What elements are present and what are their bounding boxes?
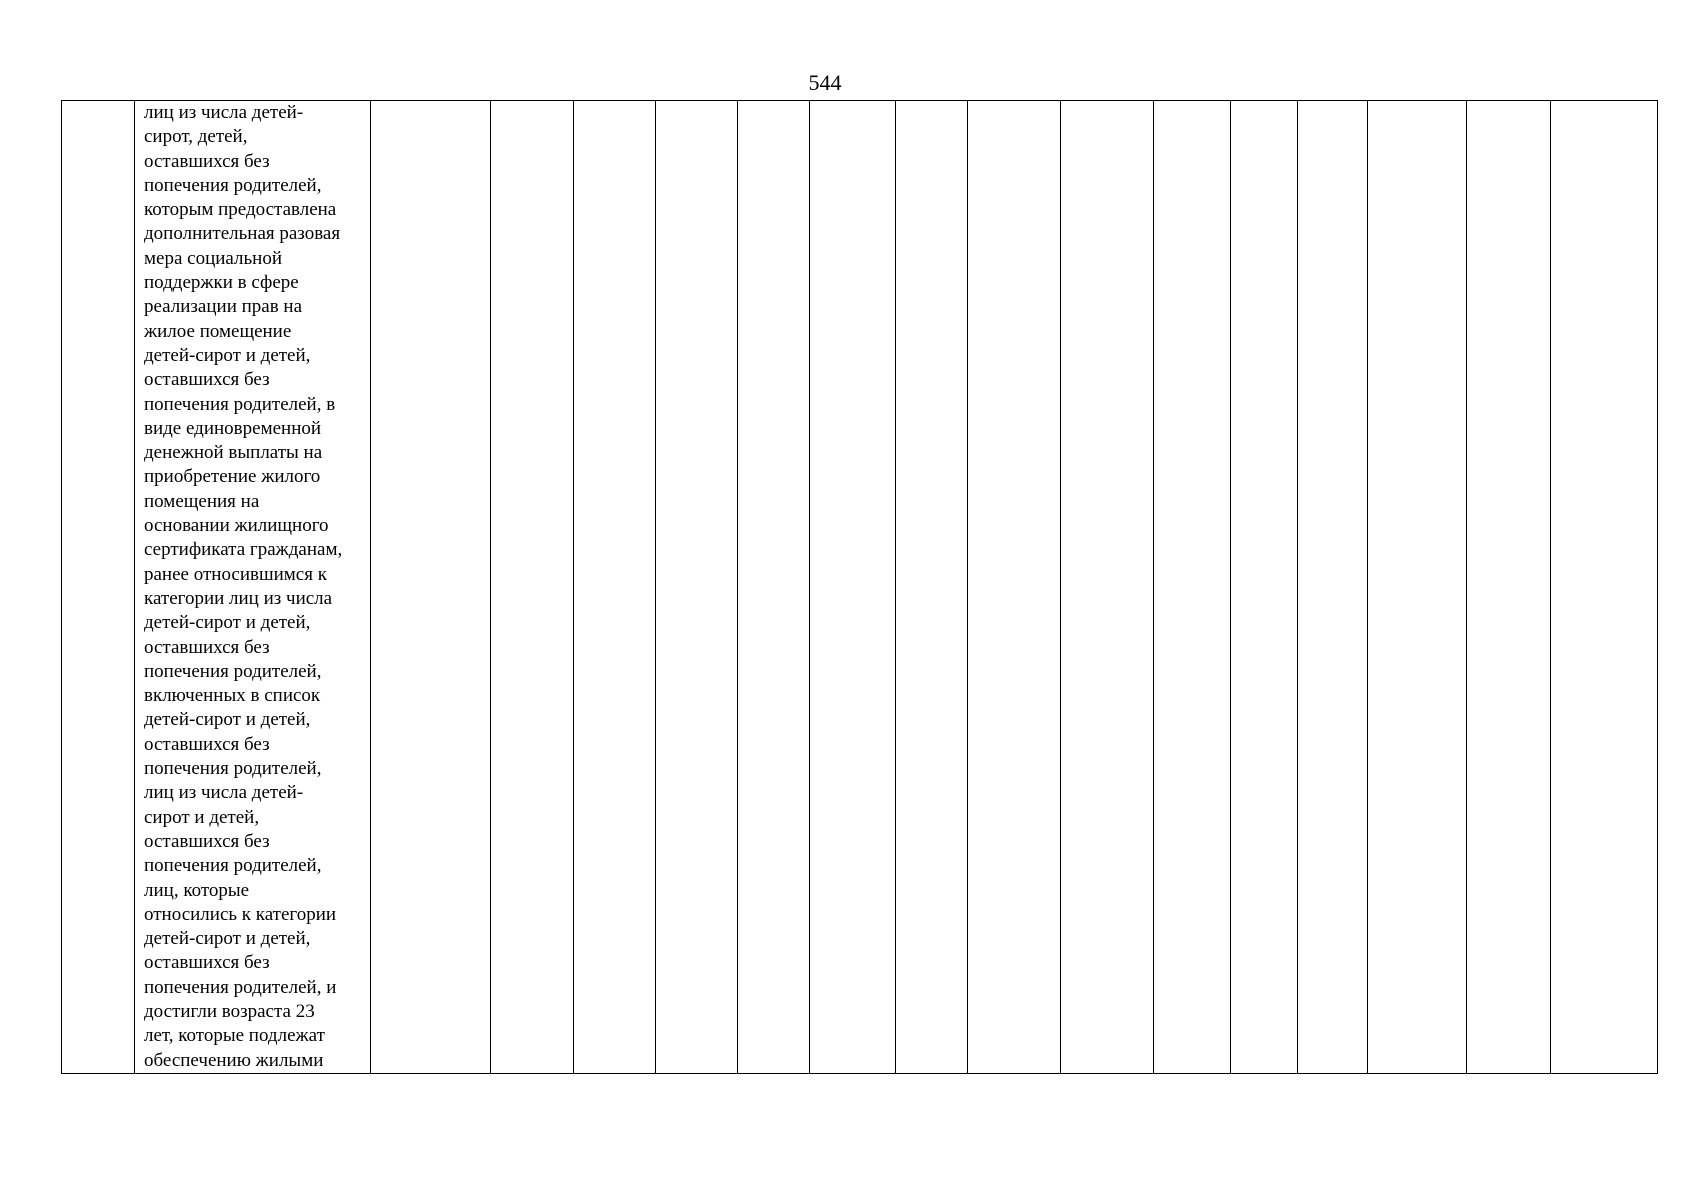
description-line: поддержки в сфере: [144, 272, 299, 294]
row-number-cell: [62, 101, 135, 1074]
description-line: мера социальной: [144, 247, 282, 269]
description-line: оставшихся без: [144, 636, 270, 658]
description-line: включенных в список: [144, 685, 321, 707]
description-line: виде единовременной: [144, 417, 322, 439]
description-line: попечения родителей,: [144, 758, 322, 780]
value-cell: [371, 101, 491, 1074]
description-line: детей-сирот и детей,: [144, 709, 311, 731]
value-cell: [896, 101, 968, 1074]
description-line: оставшихся без: [144, 369, 270, 391]
description-text: [135, 101, 370, 1073]
value-cell: [968, 101, 1061, 1074]
description-line: дополнительная разовая: [144, 223, 341, 245]
description-line: денежной выплаты на: [144, 442, 323, 464]
description-line: относились к категории: [144, 903, 337, 925]
value-cell: [738, 101, 810, 1074]
value-cell: [491, 101, 574, 1074]
description-line: основании жилищного: [144, 515, 329, 537]
description-line: помещения на: [144, 490, 260, 512]
description-line: лиц из числа детей-: [144, 782, 304, 804]
value-cell: [1298, 101, 1368, 1074]
description-line: категории лиц из числа: [144, 587, 333, 609]
description-line: лиц из числа детей-: [144, 102, 304, 123]
description-line: оставшихся без: [144, 952, 270, 974]
description-line: достигли возраста 23: [144, 1000, 315, 1022]
description-line: попечения родителей,: [144, 855, 322, 877]
value-cell: [1467, 101, 1551, 1074]
value-cell: [656, 101, 738, 1074]
description-line: лет, которые подлежат: [144, 1025, 325, 1047]
description-line: попечения родителей, и: [144, 976, 337, 998]
description-line: детей-сирот и детей,: [144, 344, 311, 366]
value-cell: [1061, 101, 1154, 1074]
value-cell: [1231, 101, 1298, 1074]
description-line: которым предоставлена: [144, 199, 337, 221]
description-line: детей-сирот и детей,: [144, 612, 311, 634]
description-line: лиц, которые: [144, 879, 250, 901]
description-line: попечения родителей,: [144, 174, 322, 196]
description-line: жилое помещение: [144, 320, 292, 342]
value-cell: [810, 101, 896, 1074]
value-cell: [1154, 101, 1231, 1074]
table-row: [62, 101, 1658, 1074]
description-line: оставшихся без: [144, 830, 270, 852]
value-cell: [1368, 101, 1467, 1074]
description-line: приобретение жилого: [144, 466, 321, 488]
description-line: сертификата гражданам,: [144, 539, 343, 561]
description-line: обеспечению жилыми: [144, 1049, 324, 1071]
value-cell: [574, 101, 656, 1074]
description-line: попечения родителей, в: [144, 393, 336, 415]
description-line: оставшихся без: [144, 150, 270, 172]
description-line: сирот и детей,: [144, 806, 260, 828]
description-line: реализации прав на: [144, 296, 303, 318]
description-line: оставшихся без: [144, 733, 270, 755]
description-line: ранее относившимся к: [144, 563, 327, 585]
document-table: [61, 100, 1658, 1074]
description-cell: [135, 101, 371, 1074]
value-cell: [1551, 101, 1658, 1074]
description-line: попечения родителей,: [144, 660, 322, 682]
description-line: детей-сирот и детей,: [144, 928, 311, 950]
description-line: сирот, детей,: [144, 126, 248, 148]
page-number: 544: [808, 70, 842, 95]
